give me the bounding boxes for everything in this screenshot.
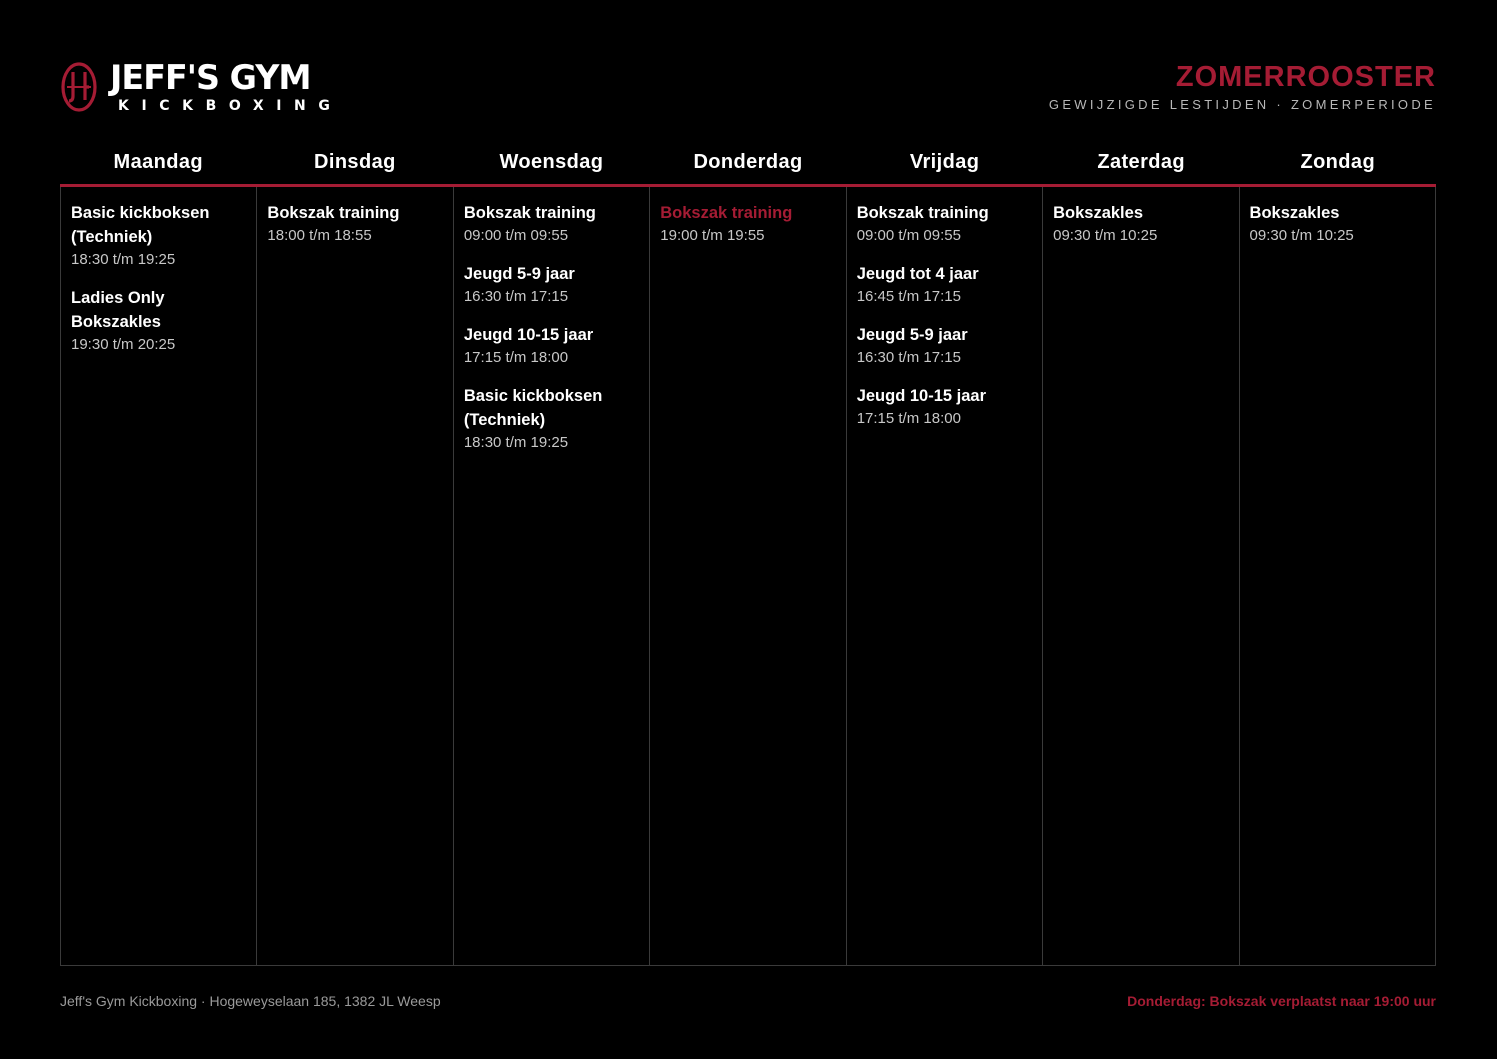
session-item xyxy=(1053,201,1228,246)
session-name: Ladies Only Bokszakles xyxy=(71,289,165,331)
session-name: Bokszakles xyxy=(1249,204,1340,222)
session-item xyxy=(857,384,1032,429)
session-time: 18:30 t/m 19:25 xyxy=(71,251,176,268)
day-header-maandag: Maandag xyxy=(113,151,204,173)
day-header-row xyxy=(60,146,1436,182)
session-item xyxy=(464,262,639,307)
session-name: Jeugd 5-9 jaar xyxy=(463,265,575,283)
jg-monogram-icon xyxy=(60,60,98,114)
session-item xyxy=(857,201,1032,246)
session-name: Jeugd 5-9 jaar xyxy=(856,326,968,344)
session-item xyxy=(857,323,1032,368)
session-item xyxy=(464,201,639,246)
session-time: 16:30 t/m 17:15 xyxy=(463,288,569,305)
session-name: Bokszak training xyxy=(660,204,793,222)
session-item xyxy=(464,323,639,368)
session-name: Jeugd 10-15 jaar xyxy=(856,387,987,405)
session-item xyxy=(267,201,442,246)
session-item xyxy=(857,262,1032,307)
session-name: Basic kickboksen (Techniek) xyxy=(71,204,210,246)
footer-address: Jeff's Gym Kickboxing · Hogeweyselaan 185, 1382 JL Weesp xyxy=(60,993,441,1009)
day-header-vrijdag: Vrijdag xyxy=(909,151,980,173)
day-column-zondag xyxy=(1240,187,1436,965)
session-name: Jeugd tot 4 jaar xyxy=(856,265,979,283)
day-column-donderdag xyxy=(650,187,846,965)
day-header-donderdag: Donderdag xyxy=(693,151,803,173)
session-name: Jeugd 10-15 jaar xyxy=(463,326,594,344)
schedule-grid xyxy=(60,187,1436,966)
day-column-woensdag xyxy=(454,187,650,965)
page-subtitle: GEWIJZIGDE LESTIJDEN · ZOMERPERIODE xyxy=(1048,97,1436,112)
day-header-zaterdag: Zaterdag xyxy=(1097,151,1186,173)
day-column-vrijdag xyxy=(847,187,1043,965)
day-column-zaterdag xyxy=(1043,187,1239,965)
session-name: Bokszak training xyxy=(463,204,596,222)
footer-note: Donderdag: Bokszak verplaatst naar 19:00 uur xyxy=(1127,993,1436,1009)
session-time: 16:45 t/m 17:15 xyxy=(856,288,961,305)
session-time: 17:15 t/m 18:00 xyxy=(856,410,961,427)
session-item xyxy=(660,201,835,246)
brand-logo xyxy=(60,58,343,118)
session-time: 18:00 t/m 18:55 xyxy=(267,227,372,244)
session-name: Bokszak training xyxy=(267,204,400,222)
session-item xyxy=(464,384,639,453)
session-time: 18:30 t/m 19:25 xyxy=(463,434,569,451)
page-title: ZOMERROOSTER xyxy=(1175,61,1436,93)
session-time: 19:30 t/m 20:25 xyxy=(71,336,176,353)
day-column-maandag xyxy=(61,187,257,965)
session-item xyxy=(1250,201,1425,246)
session-time: 09:30 t/m 10:25 xyxy=(1053,227,1158,244)
session-item xyxy=(71,286,246,355)
session-time: 16:30 t/m 17:15 xyxy=(856,349,961,366)
session-time: 17:15 t/m 18:00 xyxy=(463,349,569,366)
brand-subtitle: KICKBOXING xyxy=(118,98,343,114)
day-header-dinsdag: Dinsdag xyxy=(314,151,396,173)
session-item xyxy=(71,201,246,270)
session-name: Bokszak training xyxy=(856,204,989,222)
session-time: 19:00 t/m 19:55 xyxy=(660,227,765,244)
day-header-zondag: Zondag xyxy=(1300,151,1376,173)
session-time: 09:30 t/m 10:25 xyxy=(1249,227,1354,244)
session-time: 09:00 t/m 09:55 xyxy=(463,227,569,244)
day-header-woensdag: Woensdag xyxy=(499,151,604,173)
session-name: Basic kickboksen (Techniek) xyxy=(463,387,603,429)
day-column-dinsdag xyxy=(257,187,453,965)
session-name: Bokszakles xyxy=(1053,204,1143,222)
session-time: 09:00 t/m 09:55 xyxy=(856,227,961,244)
brand-name: JEFF'S GYM xyxy=(110,58,311,98)
